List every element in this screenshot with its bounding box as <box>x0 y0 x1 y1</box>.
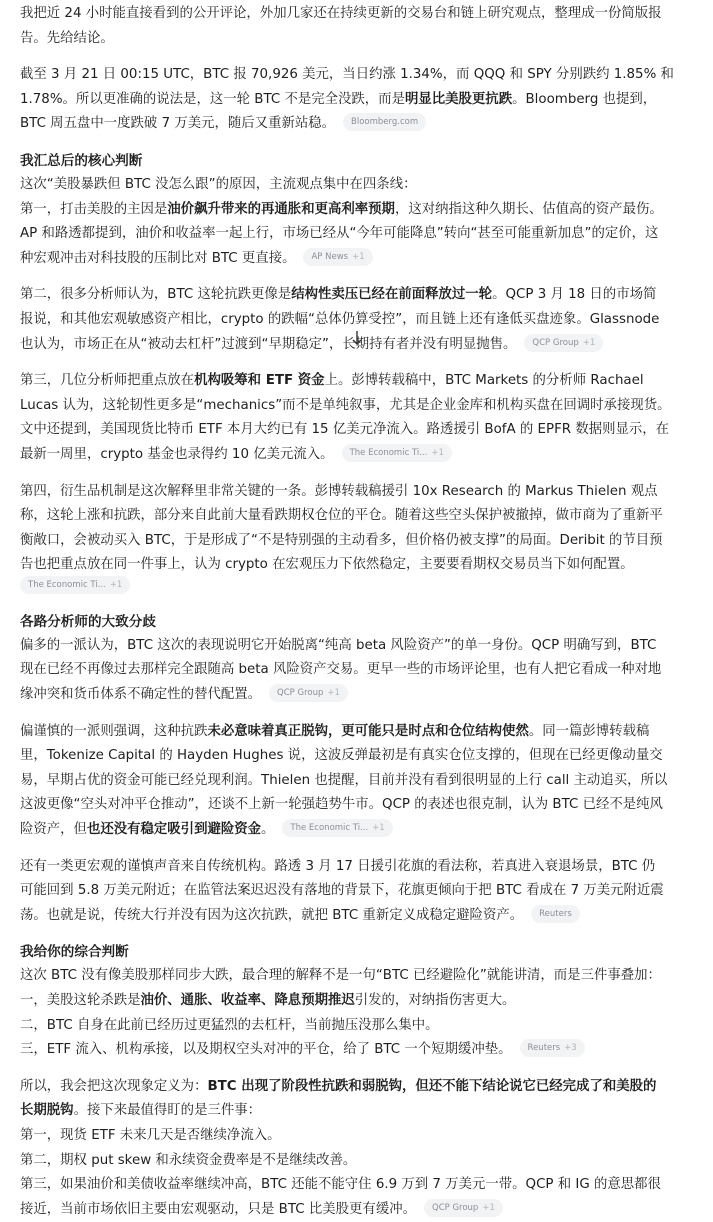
bold-emphasis: 油价飙升带来的再通胀和更高利率预期 <box>167 201 395 217</box>
text-span: 种宏观冲击对科技股的压制比对 BTC 更直接。 <box>20 250 296 266</box>
text-span: 上。彭博转载稿中，BTC Markets 的分析师 Rachael <box>324 373 644 389</box>
source-count: +1 <box>372 823 385 834</box>
point-line: 衡敞口，会被动买入 BTC，于是形成了“不是特别强的主动看多，但价格仍被支撑”的局面。Deribit 的节目预 <box>20 532 663 548</box>
source-label: The Economic Ti... <box>290 823 369 834</box>
source-label: QCP Group <box>432 1202 479 1213</box>
judgment-paragraph <box>20 964 698 1062</box>
source-count: +1 <box>327 688 340 699</box>
point-line: AP 和路透都提到，油价和收益率一起上行，市场已经从“今年可能降息”转向“甚至可能重新加息”的定价，这 <box>20 226 659 242</box>
view-paragraph <box>20 720 698 843</box>
text-span: 。接下来最值得盯的是三件事： <box>73 1103 262 1119</box>
section-heading: 我给你的综合判断 <box>20 944 129 961</box>
source-chip[interactable] <box>424 1199 503 1217</box>
view-line: 现在已经不再像过去那样完全跟随高 beta 风险资产交易。更早一些的市场评论里，也有人把它看成一种对地 <box>20 662 662 678</box>
source-chip[interactable] <box>303 248 372 266</box>
view-line <box>20 818 698 843</box>
conclusion-line: 第二，期权 put skew 和永续资金费率是不是继续改善。 <box>20 1152 357 1168</box>
text-span: 。QCP 3 月 18 日的市场简 <box>492 287 657 303</box>
text-span: 荡。也就是说，传统大行并没有因为这次抗跌，就把 BTC 重新定义成稳定避险资产。 <box>20 907 524 923</box>
source-chip[interactable] <box>524 334 603 352</box>
source-label: QCP Group <box>277 688 324 699</box>
point-line <box>20 247 698 272</box>
source-label: AP News <box>311 251 349 262</box>
text-span: 险资产，但 <box>20 822 87 838</box>
conclusion-line: 第三，如果油价和美债收益率继续冲高，BTC 还能不能守住 6.9 万到 7 万美元一带。QCP 和 IG 的意思都很 <box>20 1177 661 1193</box>
bold-emphasis: 长期脱钩 <box>20 1103 74 1119</box>
point-line: 报说，和其他宏观敏感资产相比，crypto 的跌幅“总体仍算受控”，而且链上还有逢低买盘迹象。Glassnode <box>20 311 660 327</box>
source-label: Reuters <box>527 1043 561 1054</box>
source-count: +1 <box>352 251 365 262</box>
bold-emphasis: BTC 出现了阶段性抗跌和弱脱钩，但还不能下结论说它已经完成了和美股的 <box>207 1078 657 1094</box>
view-line: 里，Tokenize Capital 的 Hayden Hughes 说，这波反弹最初是有真实仓位支撑的，但现在已经更像动量交 <box>20 748 663 764</box>
view-paragraph <box>20 855 698 929</box>
view-line: 可能回到 5.8 万美元附近；在监管法案迟迟没有落地的背景下，花旗更倾向于把 BTC 看成在 7 万美元附近震 <box>20 883 664 899</box>
lead-line: 这次“美股暴跌但 BTC 没怎么跟”的原因，主流观点集中在四条线： <box>20 176 417 192</box>
text-cursor-icon <box>351 329 365 347</box>
conclusion-line: 第一，现货 ETF 未来几天是否继续净流入。 <box>20 1127 281 1143</box>
view-line: 这波更像“空头对冲平仓推动”，还谈不上新一轮强趋势牛市。QCP 的表述也很克制，认为 BTC 已经不是纯风 <box>20 797 663 813</box>
bold-emphasis: 机构吸筹和 ETF 资金 <box>194 373 325 389</box>
conclusion-line <box>20 1075 698 1100</box>
point-line <box>20 443 698 468</box>
source-label: Bloomberg.com <box>351 117 419 128</box>
point-line: 称，这轮上涨和抗跌，部分来自此前大量看跌期权仓位的平仓。随着这些空头保护被撤掉，做市商为了重新平 <box>20 508 663 524</box>
text-span: 。Bloomberg 也提到， <box>512 91 657 107</box>
text-span: 三，ETF 流入、机构承接，以及期权空头对冲的平仓，给了 BTC 一个短期缓冲垫。 <box>20 1042 512 1058</box>
judgment-line <box>20 1038 698 1063</box>
point-line <box>20 369 698 394</box>
text-span: ，这对纳指这种久期长、估值高的资产最伤。 <box>394 201 663 217</box>
conclusion-line <box>20 1198 698 1222</box>
point-paragraph <box>20 369 698 467</box>
source-count: +1 <box>482 1202 495 1213</box>
point-line <box>20 283 698 308</box>
source-label: Reuters <box>539 908 572 919</box>
view-line <box>20 683 698 708</box>
source-chip[interactable] <box>342 444 452 462</box>
conclusion-line <box>20 1099 698 1124</box>
text-span: 最新一周里，crypto 基金也录得约 10 亿美元流入。 <box>20 446 334 462</box>
bold-emphasis: 也还没有稳定吸引到避险资金 <box>86 822 262 838</box>
view-line: 易，早期占优的资金可能已经兑现利润。Thielen 也提醒，目前并没有看到很明显的上行 call 主动追买，所以 <box>20 772 668 788</box>
text-span: 第一，打击美股的主因是 <box>20 201 168 217</box>
text-span: 。同一篇彭博转载稿 <box>528 723 650 739</box>
source-chip[interactable] <box>343 113 426 131</box>
source-label: QCP Group <box>532 337 579 348</box>
source-chip[interactable] <box>531 905 580 923</box>
text-span: 接近，当前市场依旧主要由宏观驱动，只是 BTC 比美股更有缓冲。 <box>20 1201 416 1217</box>
judgment-line: 二，BTC 自身在此前已经历过更猛烈的去杠杆，当前抛压没那么集中。 <box>20 1017 439 1033</box>
source-count: +3 <box>564 1043 577 1054</box>
text-span: 第三，几位分析师把重点放在 <box>20 373 195 389</box>
point-line: 文中还提到，美国现货比特币 ETF 本月大约已有 15 亿美元净流入。路透援引 BofA 的 EPFR 数据则显示，在 <box>20 422 670 438</box>
point-line <box>20 198 698 223</box>
text-span: 所以，我会把这次现象定义为： <box>20 1078 208 1094</box>
summary-line <box>20 112 698 137</box>
point-line: Lucas 认为，这轮韧性更多是“mechanics”而不是单纯叙事，尤其是企业金库和机构买盘在回调时承接现货。 <box>20 397 671 413</box>
source-chip[interactable] <box>20 576 130 594</box>
point-paragraph <box>20 480 698 598</box>
source-chip[interactable] <box>282 819 392 837</box>
summary-line <box>20 88 698 113</box>
intro-line: 告。先给结论。 <box>20 30 114 46</box>
intro-line: 我把近 24 小时能直接看到的公开评论，外加几家还在持续更新的交易台和链上研究观点，整理成一份简版报 <box>20 6 662 21</box>
section-heading: 各路分析师的大致分歧 <box>20 613 156 630</box>
text-span: 一，美股这轮杀跌是 <box>20 993 141 1008</box>
section-heading: 我汇总后的核心判断 <box>20 152 143 169</box>
text-span: 。 <box>261 822 275 838</box>
view-line <box>20 904 698 929</box>
text-span: BTC 周五盘中一度跌破 7 万美元，随后又重新站稳。 <box>20 116 336 132</box>
source-chip[interactable] <box>520 1039 585 1057</box>
view-line: 偏多的一派认为，BTC 这次的表现说明它开始脱离“纯高 beta 风险资产”的单一身份。QCP 明确写到，BTC <box>20 637 657 653</box>
judgment-line: 这次 BTC 没有像美股那样同步大跌，最合理的解释不是一句“BTC 已经避险化”就能讲清，而是三件事叠加： <box>20 968 661 984</box>
bold-emphasis: 未必意味着真正脱钩，更可能只是时点和仓位结构使然 <box>207 723 529 739</box>
source-label: The Economic Ti... <box>28 579 106 590</box>
intro-paragraph <box>20 2 698 51</box>
bold-emphasis: 结构性卖压已经在前面释放过一轮 <box>291 287 493 303</box>
source-count: +1 <box>582 337 596 348</box>
source-count: +1 <box>109 579 123 590</box>
view-line <box>20 720 698 745</box>
core-paragraph <box>20 173 698 271</box>
bold-emphasis: 明显比美股更抗跌 <box>404 91 513 107</box>
point-line: 第四，衍生品机制是这次解释里非常关键的一条。彭博转载稿援引 10x Research 的 Markus Thielen 观点 <box>20 483 658 499</box>
text-span: 偏谨慎的一派则强调，这种抗跌 <box>20 723 208 739</box>
view-line: 还有一类更宏观的谨慎声音来自传统机构。路透 3 月 17 日援引花旗的看法称，若真进入衰退场景，BTC 仍 <box>20 858 656 874</box>
source-count: +1 <box>431 447 444 458</box>
chip-row <box>20 576 698 598</box>
source-label: The Economic Ti... <box>349 447 428 458</box>
bold-emphasis: 油价、通胀、收益率、降息预期推迟 <box>140 993 355 1008</box>
text-span: 也认为，市场正在从“被动去杠杆”过渡到“早期稳定”，长期持有者并没有明显抛售。 <box>20 336 517 352</box>
source-chip[interactable] <box>269 684 348 702</box>
view-paragraph <box>20 634 698 708</box>
summary-line: 截至 3 月 21 日 00:15 UTC，BTC 报 70,926 美元，当日约涨 1.34%，而 QQQ 和 SPY 分别跌约 1.85% 和 <box>20 67 674 83</box>
point-line: 告也把重点放在同一件事上，认为 crypto 在宏观压力下依然稳定，主要要看期权交易员当下如何配置。 <box>20 557 634 573</box>
summary-paragraph <box>20 63 698 137</box>
text-span: 第二，很多分析师认为，BTC 这轮抗跌更像是 <box>20 287 292 303</box>
text-span: 1.78%。所以更准确的说法是，这一轮 BTC 不是完全没跌，而是 <box>20 91 405 107</box>
text-span: 缘冲突和货币体系不确定性的替代配置。 <box>20 687 262 703</box>
text-span: 引发的，对纳指伤害更大。 <box>354 993 516 1008</box>
judgment-line <box>20 989 698 1014</box>
